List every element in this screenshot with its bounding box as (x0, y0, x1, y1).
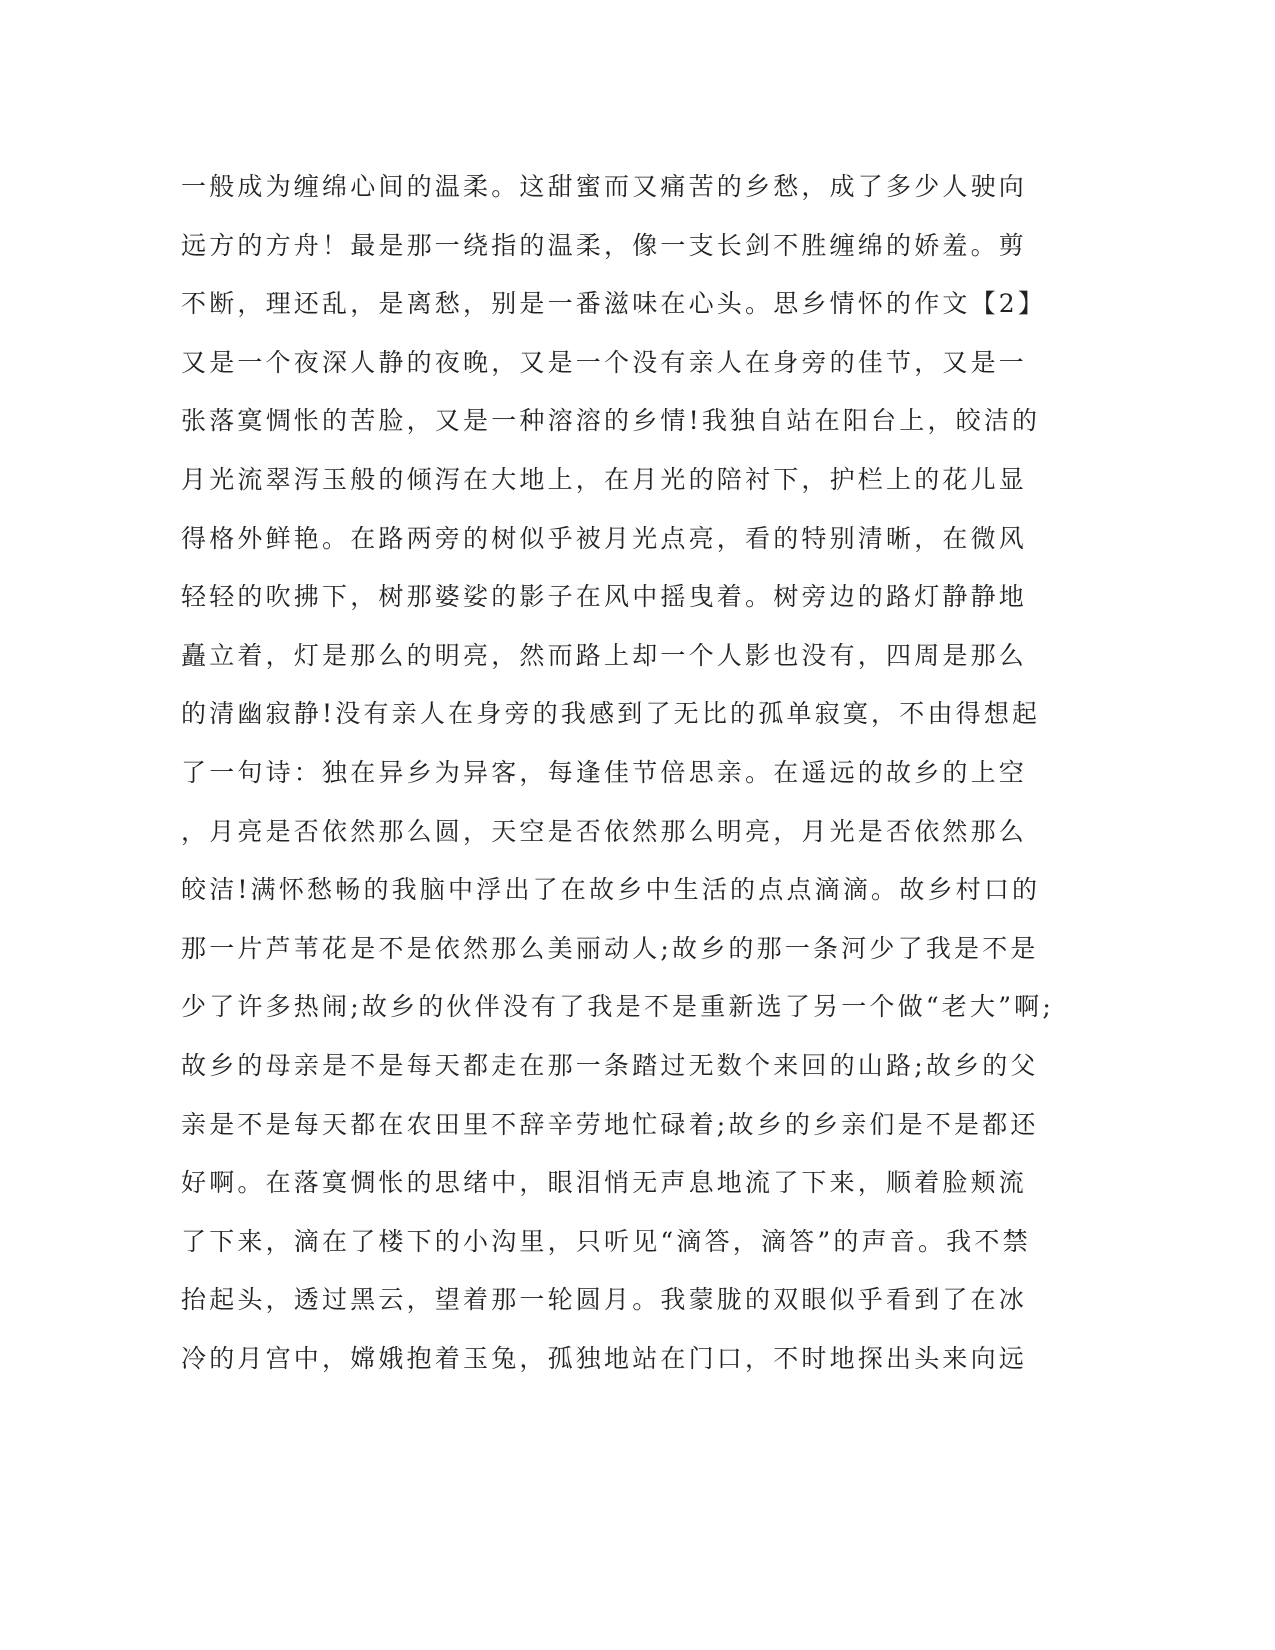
text-line: 一般成为缠绵心间的温柔。这甜蜜而又痛苦的乡愁，成了多少人驶向 (181, 172, 1028, 201)
text-line: 张落寞惆怅的苦脸，又是一种溶溶的乡情!我独自站在阳台上，皎洁的 (181, 406, 1041, 436)
text-line: 冷的月宫中，嫦娥抱着玉兔，孤独地站在门口，不时地探出头来向远 (181, 1343, 1028, 1373)
text-line: 亲是不是每天都在农田里不辞辛劳地忙碌着;故乡的乡亲们是不是都还 (181, 1109, 1039, 1139)
text-line: 轻轻的吹拂下，树那婆娑的影子在风中摇曳着。树旁边的路灯静静地 (181, 582, 1028, 612)
text-line: 又是一个夜深人静的夜晚，又是一个没有亲人在身旁的佳节，又是一 (181, 347, 1028, 377)
text-line: 故乡的母亲是不是每天都走在那一条踏过无数个来回的山路;故乡的父 (181, 1050, 1039, 1080)
text-line: 月光流翠泻玉般的倾泻在大地上，在月光的陪衬下，护栏上的花儿显 (181, 464, 1028, 494)
text-line: 皎洁!满怀愁畅的我脑中浮出了在故乡中生活的点点滴滴。故乡村口的 (181, 875, 1041, 905)
text-line: ，月亮是否依然那么圆，天空是否依然那么明亮，月光是否依然那么 (181, 816, 1028, 846)
text-line: 那一片芦苇花是不是依然那么美丽动人;故乡的那一条河少了我是不是 (181, 933, 1039, 963)
text-line: 远方的方舟！最是那一绕指的温柔，像一支长剑不胜缠绵的娇羞。剪 (181, 230, 1028, 260)
text-line: 少了许多热闹;故乡的伙伴没有了我是不是重新选了另一个做“老大”啊; (181, 992, 1055, 1022)
text-line: 得格外鲜艳。在路两旁的树似乎被月光点亮，看的特别清晰，在微风 (181, 523, 1028, 553)
text-line: 了下来，滴在了楼下的小沟里，只听见“滴答，滴答”的声音。我不禁 (181, 1226, 1031, 1256)
text-line: 的清幽寂静!没有亲人在身旁的我感到了无比的孤单寂寞，不由得想起 (181, 699, 1041, 729)
essay-body (181, 158, 1055, 1388)
text-line: 矗立着，灯是那么的明亮，然而路上却一个人影也没有，四周是那么 (181, 640, 1028, 670)
text-line: 不断，理还乱，是离愁，别是一番滋味在心头。思乡情怀的作文【2】 (181, 289, 1047, 319)
text-line: 抬起头，透过黑云，望着那一轮圆月。我蒙胧的双眼似乎看到了在冰 (181, 1285, 1028, 1315)
text-line: 好啊。在落寞惆怅的思绪中，眼泪悄无声息地流了下来，顺着脸颊流 (181, 1168, 1028, 1198)
text-line: 了一句诗：独在异乡为异客，每逢佳节倍思亲。在遥远的故乡的上空 (181, 757, 1028, 787)
